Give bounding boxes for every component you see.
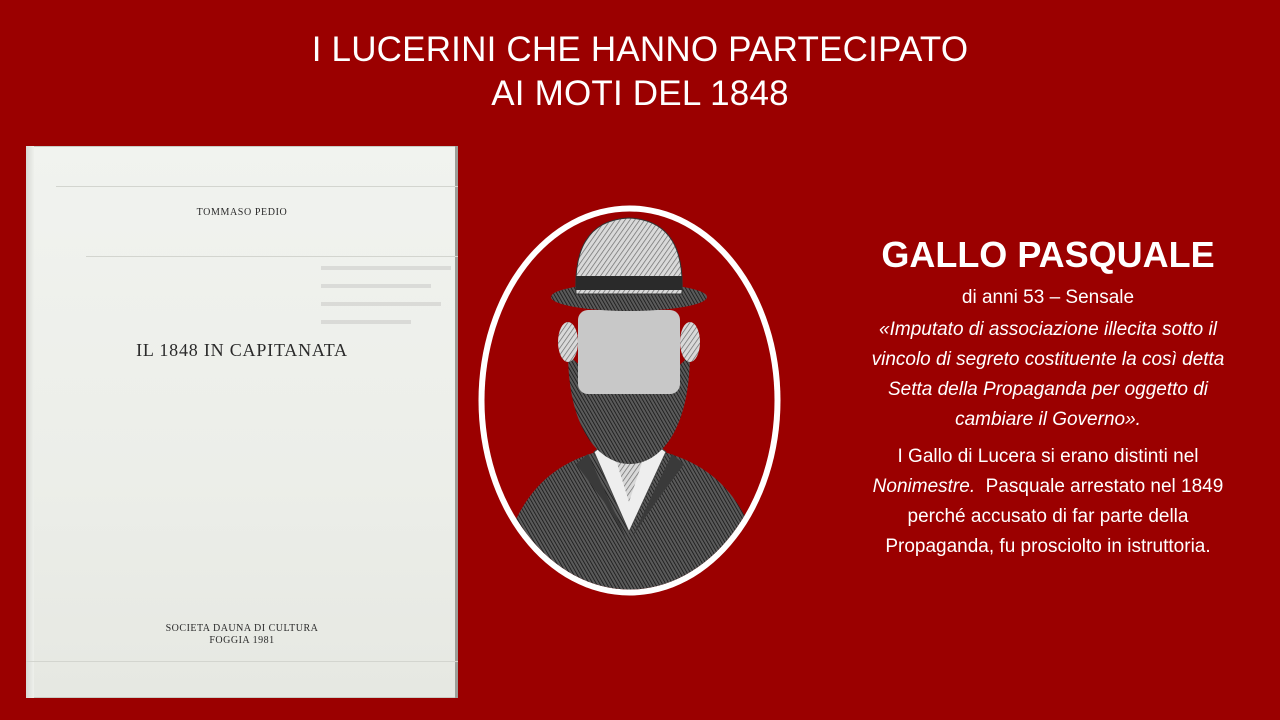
charge-quote-line: Setta della Propaganda per oggetto di <box>887 379 1209 400</box>
biography-line-rest: Pasquale arrestato nel 1849 <box>975 476 1224 497</box>
book-title: IL 1848 IN CAPITANATA <box>136 340 348 360</box>
biography <box>838 442 1258 562</box>
page-edge-line <box>86 256 458 257</box>
charge-quote-line: «Imputato di associazione illecita sotto il <box>879 319 1217 340</box>
charge-quote <box>838 315 1258 435</box>
person-info <box>838 230 1258 562</box>
person-name: GALLO PASQUALE <box>881 234 1215 275</box>
book-publisher: SOCIETA DAUNA DI CULTURA <box>165 623 319 634</box>
page-edge-line <box>26 661 458 662</box>
charge-quote-line: cambiare il Governo». <box>955 409 1141 430</box>
page-edge-line <box>56 186 458 187</box>
book-cover-image <box>26 146 458 698</box>
biography-line <box>838 472 1258 502</box>
book-edge <box>455 146 458 698</box>
biography-line: I Gallo di Lucera si erano distinti nel <box>897 446 1199 467</box>
book-place-year: FOGGIA 1981 <box>209 635 275 646</box>
bleed-through-text <box>321 302 441 306</box>
slide-title <box>0 28 1280 116</box>
biography-line: Propaganda, fu prosciolto in istruttoria. <box>885 536 1211 557</box>
bleed-through-text <box>321 320 411 324</box>
book-author: TOMMASO PEDIO <box>196 207 288 218</box>
man-with-hat-portrait-icon <box>476 202 783 599</box>
bleed-through-text <box>321 284 431 288</box>
bleed-through-text <box>321 266 451 270</box>
biography-italic-term: Nonimestre. <box>872 476 976 497</box>
book-fold <box>26 146 34 698</box>
biography-line: perché accusato di far parte della <box>907 506 1189 527</box>
slide-title-line-2: AI MOTI DEL 1848 <box>491 74 789 113</box>
charge-quote-line: vincolo di segreto costituente la così detta <box>871 349 1225 370</box>
slide-title-line-1: I LUCERINI CHE HANNO PARTECIPATO <box>311 30 969 69</box>
person-role: di anni 53 – Sensale <box>961 287 1135 308</box>
